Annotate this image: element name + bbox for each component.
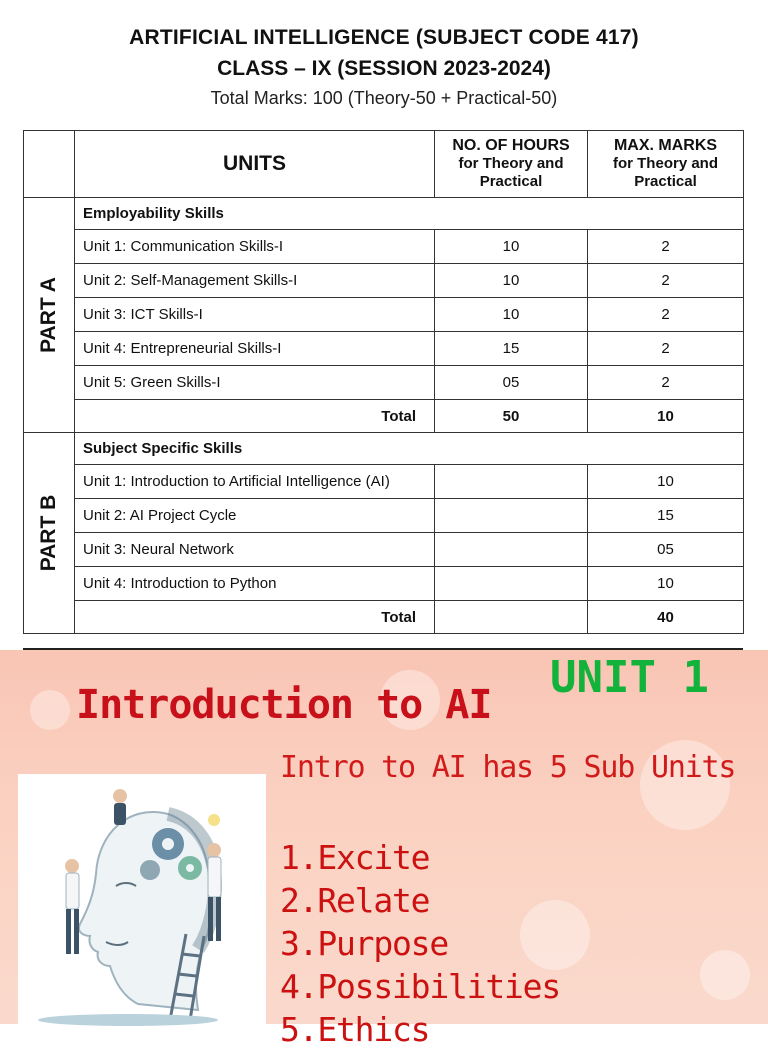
total-label: Total <box>75 601 435 634</box>
unit-hours <box>435 567 588 601</box>
intro-text: Intro to AI has 5 Sub Units <box>280 750 736 785</box>
header-blank-cell <box>24 131 75 198</box>
section-subject-specific-skills: Subject Specific Skills <box>75 433 744 465</box>
table-row <box>24 264 744 298</box>
slide-title: Introduction to AI <box>76 682 492 728</box>
total-hours <box>435 601 588 634</box>
unit-hours <box>435 533 588 567</box>
header-marks-line1: MAX. MARKS <box>613 137 718 154</box>
unit-marks: 15 <box>588 499 744 533</box>
unit-hours: 05 <box>435 366 588 400</box>
part-b-label: PART B <box>37 494 60 572</box>
table-row <box>24 465 744 499</box>
section-employability-skills: Employability Skills <box>75 198 744 230</box>
part-a-cell <box>24 198 75 433</box>
ai-head-illustration <box>18 774 266 1024</box>
unit-hours: 15 <box>435 332 588 366</box>
unit-marks: 2 <box>588 332 744 366</box>
unit-hours: 10 <box>435 230 588 264</box>
part-a-label: PART A <box>37 277 60 353</box>
unit-name: Unit 4: Entrepreneurial Skills-I <box>75 332 435 366</box>
part-b-cell <box>24 433 75 634</box>
total-row <box>24 601 744 634</box>
list-item: 3.Purpose <box>280 924 449 963</box>
unit-marks: 10 <box>588 465 744 499</box>
list-item: 5.Ethics <box>280 1010 430 1049</box>
header-marks-line2: for Theory and <box>612 155 718 172</box>
unit-name: Unit 2: AI Project Cycle <box>75 499 435 533</box>
document-total-marks: Total Marks: 100 (Theory-50 + Practical-50) <box>210 88 558 108</box>
unit-marks: 2 <box>588 298 744 332</box>
unit-name: Unit 1: Introduction to Artificial Intelligence (AI) <box>75 465 435 499</box>
units-table <box>23 130 744 634</box>
total-marks: 10 <box>588 400 744 433</box>
unit-tag: UNIT 1 <box>550 652 709 703</box>
header-marks-line3: Practical <box>634 173 697 190</box>
unit-name: Unit 4: Introduction to Python <box>75 567 435 601</box>
header-hours-line1: NO. OF HOURS <box>452 137 570 154</box>
total-row <box>24 400 744 433</box>
table-row <box>24 230 744 264</box>
header-hours <box>435 131 588 198</box>
header-hours-line2: for Theory and <box>458 155 564 172</box>
section-row <box>24 433 744 465</box>
table-row <box>24 366 744 400</box>
unit-hours <box>435 499 588 533</box>
total-hours: 50 <box>435 400 588 433</box>
bokeh-decoration <box>700 950 750 1000</box>
subunits-list <box>280 836 560 1051</box>
table-row <box>24 298 744 332</box>
table-row <box>24 567 744 601</box>
total-label: Total <box>75 400 435 433</box>
bokeh-decoration <box>30 690 70 730</box>
table-header-row <box>24 131 744 198</box>
unit-hours: 10 <box>435 264 588 298</box>
list-item: 4.Possibilities <box>280 967 561 1006</box>
unit-name: Unit 3: Neural Network <box>75 533 435 567</box>
unit-marks: 2 <box>588 264 744 298</box>
list-item: 2.Relate <box>280 881 430 920</box>
unit-marks: 2 <box>588 230 744 264</box>
unit-hours: 10 <box>435 298 588 332</box>
header-units: UNITS <box>75 131 435 198</box>
unit-marks: 2 <box>588 366 744 400</box>
unit-name: Unit 1: Communication Skills-I <box>75 230 435 264</box>
unit-hours <box>435 465 588 499</box>
document-title: ARTIFICIAL INTELLIGENCE (SUBJECT CODE 417) <box>129 26 639 49</box>
header-marks <box>588 131 744 198</box>
unit-name: Unit 3: ICT Skills-I <box>75 298 435 332</box>
total-marks: 40 <box>588 601 744 634</box>
ai-head-illustration-icon <box>18 774 266 1024</box>
list-item: 1.Excite <box>280 838 430 877</box>
table-row <box>24 533 744 567</box>
table-row <box>24 499 744 533</box>
unit1-slide <box>0 650 768 1049</box>
header-hours-line3: Practical <box>479 173 543 190</box>
unit-name: Unit 5: Green Skills-I <box>75 366 435 400</box>
unit-name: Unit 2: Self-Management Skills-I <box>75 264 435 298</box>
unit-marks: 05 <box>588 533 744 567</box>
section-row <box>24 198 744 230</box>
unit-marks: 10 <box>588 567 744 601</box>
document-class-session: CLASS – IX (SESSION 2023-2024) <box>217 57 551 80</box>
table-row <box>24 332 744 366</box>
